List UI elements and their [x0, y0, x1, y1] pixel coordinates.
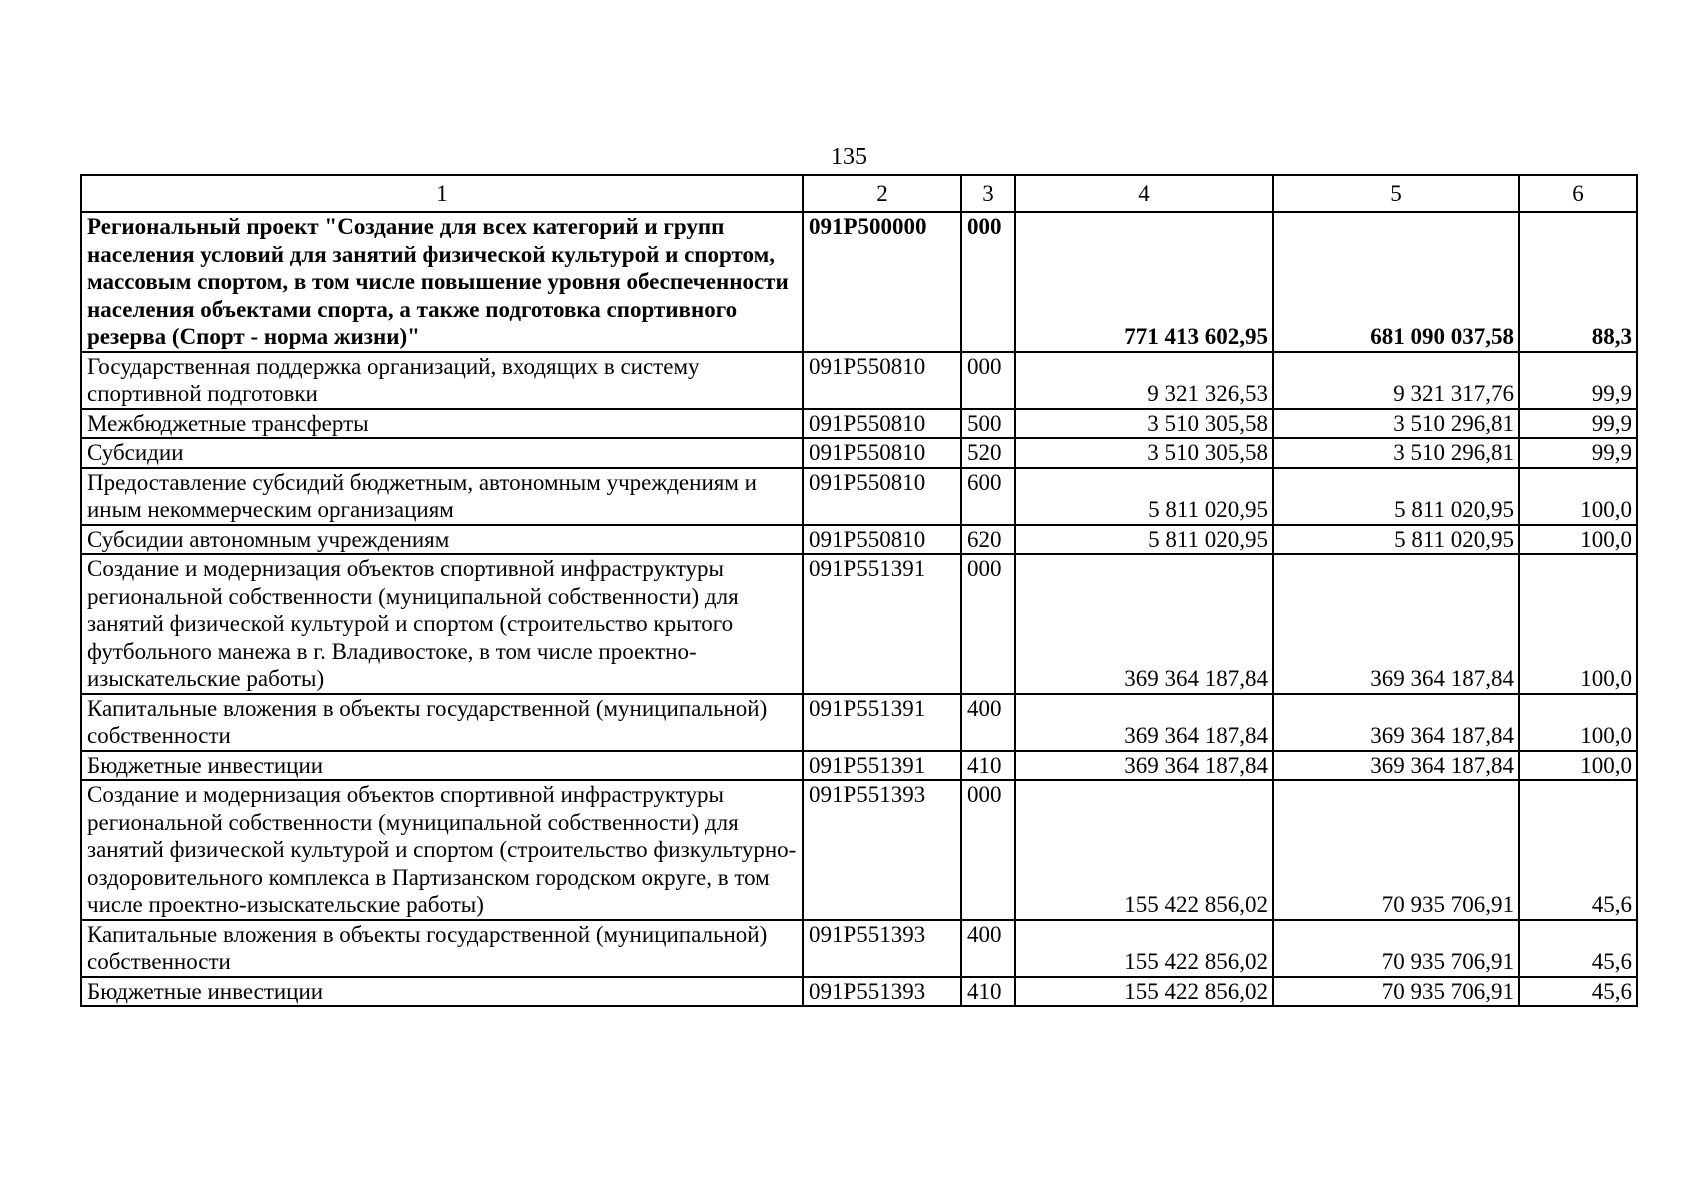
row-csr-cell: 091P550810: [803, 468, 961, 525]
table-row: [81, 554, 1637, 694]
row-vr-cell: 400: [961, 694, 1015, 751]
row-plan-cell: 3 510 305,58: [1015, 409, 1273, 439]
table-header-row: [81, 175, 1637, 212]
row-name-cell: Государственная поддержка организаций, входящих в систему спортивной подготовки: [81, 352, 803, 409]
table-row: [81, 920, 1637, 977]
table-row: [81, 409, 1637, 439]
row-name-cell: Капитальные вложения в объекты государственной (муниципальной) собственности: [81, 920, 803, 977]
row-fact-cell: 681 090 037,58: [1273, 212, 1519, 352]
table-row: [81, 694, 1637, 751]
row-plan-cell: 9 321 326,53: [1015, 352, 1273, 409]
column-header: 3: [961, 175, 1015, 212]
row-vr-cell: 600: [961, 468, 1015, 525]
row-fact-cell: 5 811 020,95: [1273, 525, 1519, 555]
table-row: [81, 438, 1637, 468]
row-csr-cell: 091P550810: [803, 352, 961, 409]
row-plan-cell: 369 364 187,84: [1015, 694, 1273, 751]
column-header: 2: [803, 175, 961, 212]
row-plan-cell: 155 422 856,02: [1015, 977, 1273, 1007]
row-percent-cell: 45,6: [1519, 780, 1637, 920]
row-name-cell: Бюджетные инвестиции: [81, 977, 803, 1007]
row-name-cell: Субсидии автономным учреждениям: [81, 525, 803, 555]
row-name-cell: Субсидии: [81, 438, 803, 468]
row-plan-cell: 155 422 856,02: [1015, 780, 1273, 920]
row-fact-cell: 9 321 317,76: [1273, 352, 1519, 409]
row-name-cell: Создание и модернизация объектов спортивной инфраструктуры региональной собственности (муниципальной собственности) для занятий физической культурой и спортом (строительство физкультурно-оздоровительного комплекса в Партизанском городском округе, в том числе проектно-изыскательские работы): [81, 780, 803, 920]
row-name-cell: Капитальные вложения в объекты государственной (муниципальной) собственности: [81, 694, 803, 751]
row-percent-cell: 99,9: [1519, 409, 1637, 439]
row-fact-cell: 5 811 020,95: [1273, 468, 1519, 525]
row-plan-cell: 5 811 020,95: [1015, 525, 1273, 555]
row-fact-cell: 70 935 706,91: [1273, 920, 1519, 977]
row-name-cell: Создание и модернизация объектов спортивной инфраструктуры региональной собственности (муниципальной собственности) для занятий физической культурой и спортом (строительство крытого футбольного манежа в г. Владивостоке, в том числе проектно-изыскательские работы): [81, 554, 803, 694]
row-csr-cell: 091P500000: [803, 212, 961, 352]
row-fact-cell: 3 510 296,81: [1273, 409, 1519, 439]
budget-table: [80, 174, 1638, 1007]
table-row: [81, 212, 1637, 352]
row-csr-cell: 091P550810: [803, 438, 961, 468]
row-fact-cell: 369 364 187,84: [1273, 554, 1519, 694]
row-csr-cell: 091P550810: [803, 525, 961, 555]
row-vr-cell: 500: [961, 409, 1015, 439]
row-fact-cell: 70 935 706,91: [1273, 977, 1519, 1007]
row-vr-cell: 000: [961, 352, 1015, 409]
table-row: [81, 468, 1637, 525]
row-plan-cell: 771 413 602,95: [1015, 212, 1273, 352]
row-fact-cell: 3 510 296,81: [1273, 438, 1519, 468]
row-percent-cell: 100,0: [1519, 554, 1637, 694]
table-row: [81, 977, 1637, 1007]
row-fact-cell: 70 935 706,91: [1273, 780, 1519, 920]
page-number: 135: [831, 144, 867, 170]
row-csr-cell: 091P550810: [803, 409, 961, 439]
row-percent-cell: 99,9: [1519, 352, 1637, 409]
row-csr-cell: 091P551393: [803, 977, 961, 1007]
row-percent-cell: 100,0: [1519, 525, 1637, 555]
row-csr-cell: 091P551391: [803, 554, 961, 694]
table-row: [81, 525, 1637, 555]
row-percent-cell: 100,0: [1519, 468, 1637, 525]
row-plan-cell: 369 364 187,84: [1015, 751, 1273, 781]
row-csr-cell: 091P551393: [803, 780, 961, 920]
table-row: [81, 751, 1637, 781]
row-csr-cell: 091P551391: [803, 694, 961, 751]
column-header: 5: [1273, 175, 1519, 212]
row-percent-cell: 100,0: [1519, 694, 1637, 751]
row-vr-cell: 000: [961, 554, 1015, 694]
row-plan-cell: 5 811 020,95: [1015, 468, 1273, 525]
row-fact-cell: 369 364 187,84: [1273, 694, 1519, 751]
row-name-cell: Межбюджетные трансферты: [81, 409, 803, 439]
row-percent-cell: 99,9: [1519, 438, 1637, 468]
row-percent-cell: 88,3: [1519, 212, 1637, 352]
row-plan-cell: 369 364 187,84: [1015, 554, 1273, 694]
column-header: 1: [81, 175, 803, 212]
table-row: [81, 780, 1637, 920]
column-header: 4: [1015, 175, 1273, 212]
row-fact-cell: 369 364 187,84: [1273, 751, 1519, 781]
row-vr-cell: 000: [961, 212, 1015, 352]
column-header: 6: [1519, 175, 1637, 212]
row-vr-cell: 520: [961, 438, 1015, 468]
row-vr-cell: 410: [961, 751, 1015, 781]
row-percent-cell: 100,0: [1519, 751, 1637, 781]
row-percent-cell: 45,6: [1519, 977, 1637, 1007]
row-name-cell: Региональный проект "Создание для всех категорий и групп населения условий для занятий физической культурой и спортом, массовым спортом, в том числе повышение уровня обеспеченности населения объектами спорта, а также подготовка спортивного резерва (Спорт - норма жизни)": [81, 212, 803, 352]
table-row: [81, 352, 1637, 409]
row-csr-cell: 091P551393: [803, 920, 961, 977]
row-vr-cell: 620: [961, 525, 1015, 555]
row-vr-cell: 410: [961, 977, 1015, 1007]
row-plan-cell: 155 422 856,02: [1015, 920, 1273, 977]
row-name-cell: Предоставление субсидий бюджетным, автономным учреждениям и иным некоммерческим организациям: [81, 468, 803, 525]
table-body: [81, 175, 1637, 1006]
row-vr-cell: 000: [961, 780, 1015, 920]
row-vr-cell: 400: [961, 920, 1015, 977]
row-percent-cell: 45,6: [1519, 920, 1637, 977]
row-csr-cell: 091P551391: [803, 751, 961, 781]
row-name-cell: Бюджетные инвестиции: [81, 751, 803, 781]
row-plan-cell: 3 510 305,58: [1015, 438, 1273, 468]
